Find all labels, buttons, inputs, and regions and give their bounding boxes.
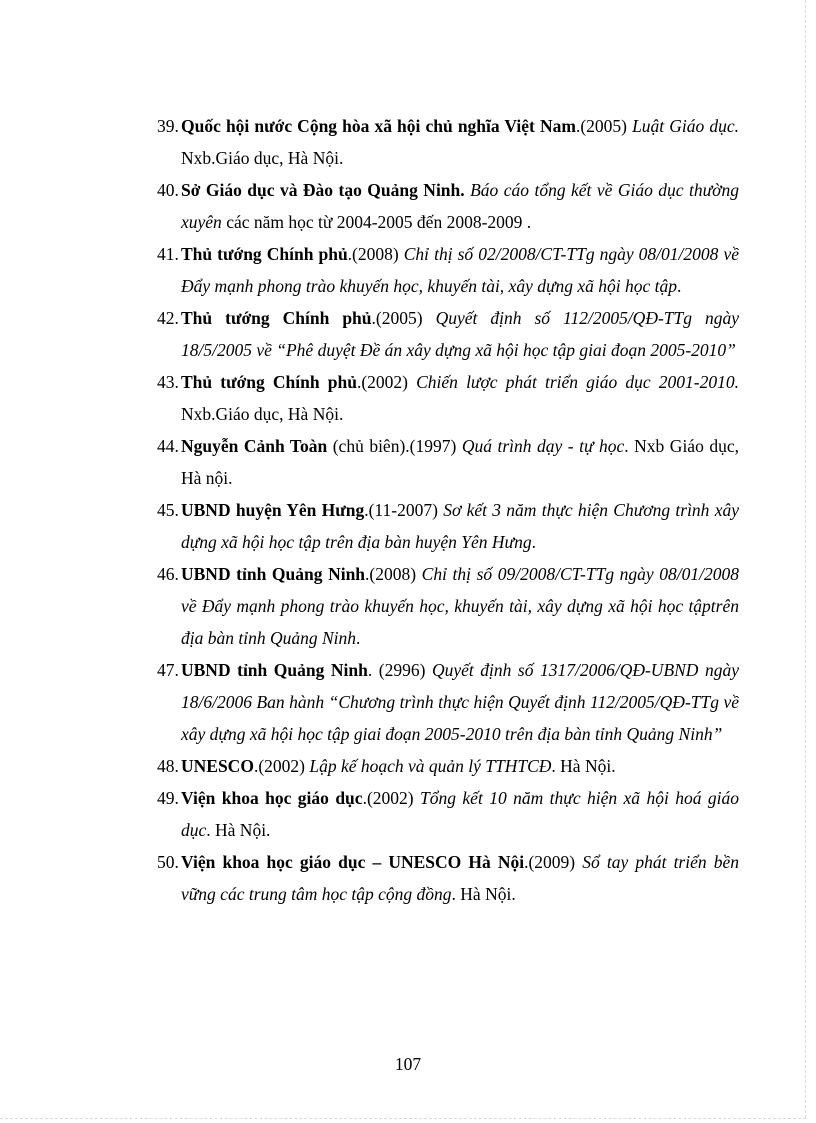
reference-author: Thủ tướng Chính phủ (181, 308, 372, 328)
reference-meta: .(2002) (362, 788, 421, 808)
reference-author: UNESCO (181, 756, 254, 776)
reference-item (157, 846, 739, 910)
reference-meta: .(2005) (575, 116, 633, 136)
reference-title: Lập kế hoạch và quản lý TTHTCĐ (309, 756, 552, 776)
reference-meta: .(2008) (365, 564, 422, 584)
reference-title: Quyết định số 112/2005/QĐ-TTg ngày 18/5/2005 về “Phê duyệt Đề án xây dựng xã hội học tập giai đoạn 2005-2010” (181, 308, 740, 360)
reference-author: Thủ tướng Chính phủ (181, 244, 348, 264)
reference-author: UBND huyện Yên Hưng (181, 500, 365, 520)
reference-author: Thủ tướng Chính phủ (181, 372, 357, 392)
reference-author: Nguyễn Cảnh Toàn (181, 436, 328, 456)
page-border-bottom (0, 1118, 806, 1119)
reference-author: Viện khoa học giáo dục (181, 788, 363, 808)
reference-item (157, 654, 739, 750)
reference-title: Báo cáo tổng kết về Giáo dục thường xuyên (181, 180, 740, 232)
reference-number: 42. (157, 308, 179, 328)
reference-publisher: . (677, 276, 682, 296)
reference-author: UBND tỉnh Quảng Ninh (181, 564, 366, 584)
reference-number: 44. (157, 436, 179, 456)
reference-publisher: . (356, 628, 361, 648)
reference-item (157, 782, 739, 846)
reference-author: UBND tỉnh Quảng Ninh (181, 660, 368, 680)
reference-title: Chỉ thị số 09/2008/CT-TTg ngày 08/01/2008 về Đẩy mạnh phong trào khuyến học, khuyến tài, xây dựng xã hội học tậptrên địa bàn tỉnh Quảng Ninh (181, 564, 739, 648)
reference-number: 40. (157, 180, 179, 200)
reference-meta: (chủ biên).(1997) (327, 436, 462, 456)
reference-author: Sở Giáo dục và Đào tạo Quảng Ninh. (181, 180, 465, 200)
reference-number: 39. (157, 116, 179, 136)
reference-item (157, 558, 739, 654)
reference-meta: .(2009) (524, 852, 583, 872)
reference-meta: .(11-2007) (364, 500, 444, 520)
reference-number: 45. (157, 500, 179, 520)
reference-number: 48. (157, 756, 179, 776)
reference-number: 43. (157, 372, 179, 392)
reference-meta: . (2996) (367, 660, 432, 680)
reference-title: Sổ tay phát triển bền vững các trung tâm học tập cộng đồng (181, 852, 740, 904)
reference-number: 46. (157, 564, 179, 584)
reference-meta: .(2002) (356, 372, 417, 392)
reference-list (157, 110, 739, 910)
reference-number: 41. (157, 244, 179, 264)
reference-item (157, 366, 739, 430)
reference-publisher: Nxb.Giáo dục, Hà Nội. (181, 404, 344, 424)
reference-publisher: Nxb.Giáo dục, Hà Nội. (181, 148, 344, 168)
reference-meta: .(2002) (253, 756, 310, 776)
reference-author: Viện khoa học giáo dục – UNESCO Hà Nội (181, 852, 525, 872)
reference-title: Quyết định số 1317/2006/QĐ-UBND ngày 18/6/2006 Ban hành “Chương trình thực hiện Quyết định 112/2005/QĐ-TTg về xây dựng xã hội học tập giai đoạn 2005-2010 trên địa bàn tỉnh Quảng Ninh” (181, 660, 739, 744)
reference-item (157, 430, 739, 494)
reference-item (157, 494, 739, 558)
reference-title: Luật Giáo dục. (632, 116, 739, 136)
reference-title: Tổng kết 10 năm thực hiện xã hội hoá giáo dục (181, 788, 740, 840)
reference-title: Chiến lược phát triển giáo dục 2001-2010. (416, 372, 740, 392)
reference-publisher: . (531, 532, 536, 552)
reference-item (157, 302, 739, 366)
page-number: 107 (394, 1054, 422, 1074)
page-border-right (805, 0, 806, 1118)
reference-author: Quốc hội nước Cộng hòa xã hội chủ nghĩa Việt Nam (181, 116, 576, 136)
reference-title: Chỉ thị số 02/2008/CT-TTg ngày 08/01/2008 về Đẩy mạnh phong trào khuyến học, khuyến tài, xây dựng xã hội học tập (181, 244, 739, 296)
reference-item (157, 238, 739, 302)
reference-item (157, 110, 739, 174)
reference-title: Quá trình dạy - tự học (461, 436, 625, 456)
reference-publisher: . Hà Nội. (206, 820, 271, 840)
reference-item (157, 174, 739, 238)
reference-publisher: . Hà Nội. (451, 884, 516, 904)
reference-number: 49. (157, 788, 179, 808)
reference-title: Sơ kết 3 năm thực hiện Chương trình xây dựng xã hội học tập trên địa bàn huyện Yên Hưng (181, 500, 739, 552)
reference-publisher: . Nxb Giáo dục, Hà nội. (181, 436, 739, 488)
reference-publisher: . Hà Nội. (551, 756, 616, 776)
reference-publisher: các năm học từ 2004-2005 đến 2008-2009 . (221, 212, 532, 232)
reference-number: 50. (157, 852, 179, 872)
reference-item (157, 750, 739, 782)
reference-meta: .(2005) (371, 308, 436, 328)
reference-number: 47. (157, 660, 179, 680)
reference-meta: .(2008) (347, 244, 404, 264)
